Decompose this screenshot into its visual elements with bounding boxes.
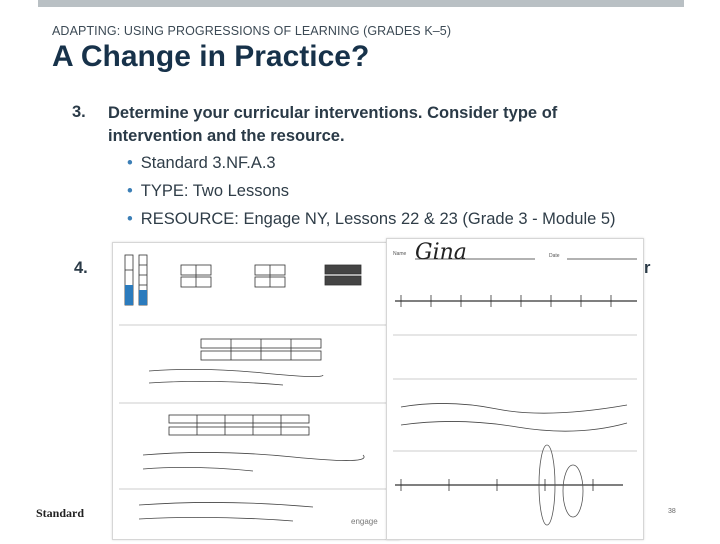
worksheet-fraction-models xyxy=(113,243,399,539)
bullet-resource: • RESOURCE: Engage NY, Lessons 22 & 23 (Grade 3 - Module 5) xyxy=(127,210,616,228)
slide-subtitle: ADAPTING: USING PROGRESSIONS OF LEARNING (GRADES K–5) xyxy=(52,24,452,38)
student-worksheet-right xyxy=(386,238,644,540)
bullet-dot-icon: • xyxy=(127,154,133,172)
item-3-number: 3. xyxy=(72,103,86,121)
top-bar xyxy=(38,0,684,7)
student-name: Gina xyxy=(415,240,467,265)
student-worksheet-left xyxy=(112,242,400,540)
bullet-type: • TYPE: Two Lessons xyxy=(127,182,290,200)
footer-label: Standard xyxy=(36,506,85,520)
engage-logo: engage xyxy=(351,517,378,526)
item-4-fragment: r xyxy=(644,259,651,277)
item-4-number: 4. xyxy=(74,259,88,277)
bullet-dot-icon: • xyxy=(127,210,133,228)
slide-title: A Change in Practice? xyxy=(52,40,370,73)
page-number: 38 xyxy=(668,508,676,515)
worksheet-number-lines xyxy=(387,239,643,539)
item-3-line-1: Determine your curricular interventions. Consider type of xyxy=(108,104,558,122)
name-label: Name xyxy=(393,251,407,257)
item-3-line-2: intervention and the resource. xyxy=(108,127,345,145)
bullet-standard: • Standard 3.NF.A.3 xyxy=(127,154,276,172)
date-label: Date xyxy=(549,253,560,259)
bullet-dot-icon: • xyxy=(127,182,133,200)
